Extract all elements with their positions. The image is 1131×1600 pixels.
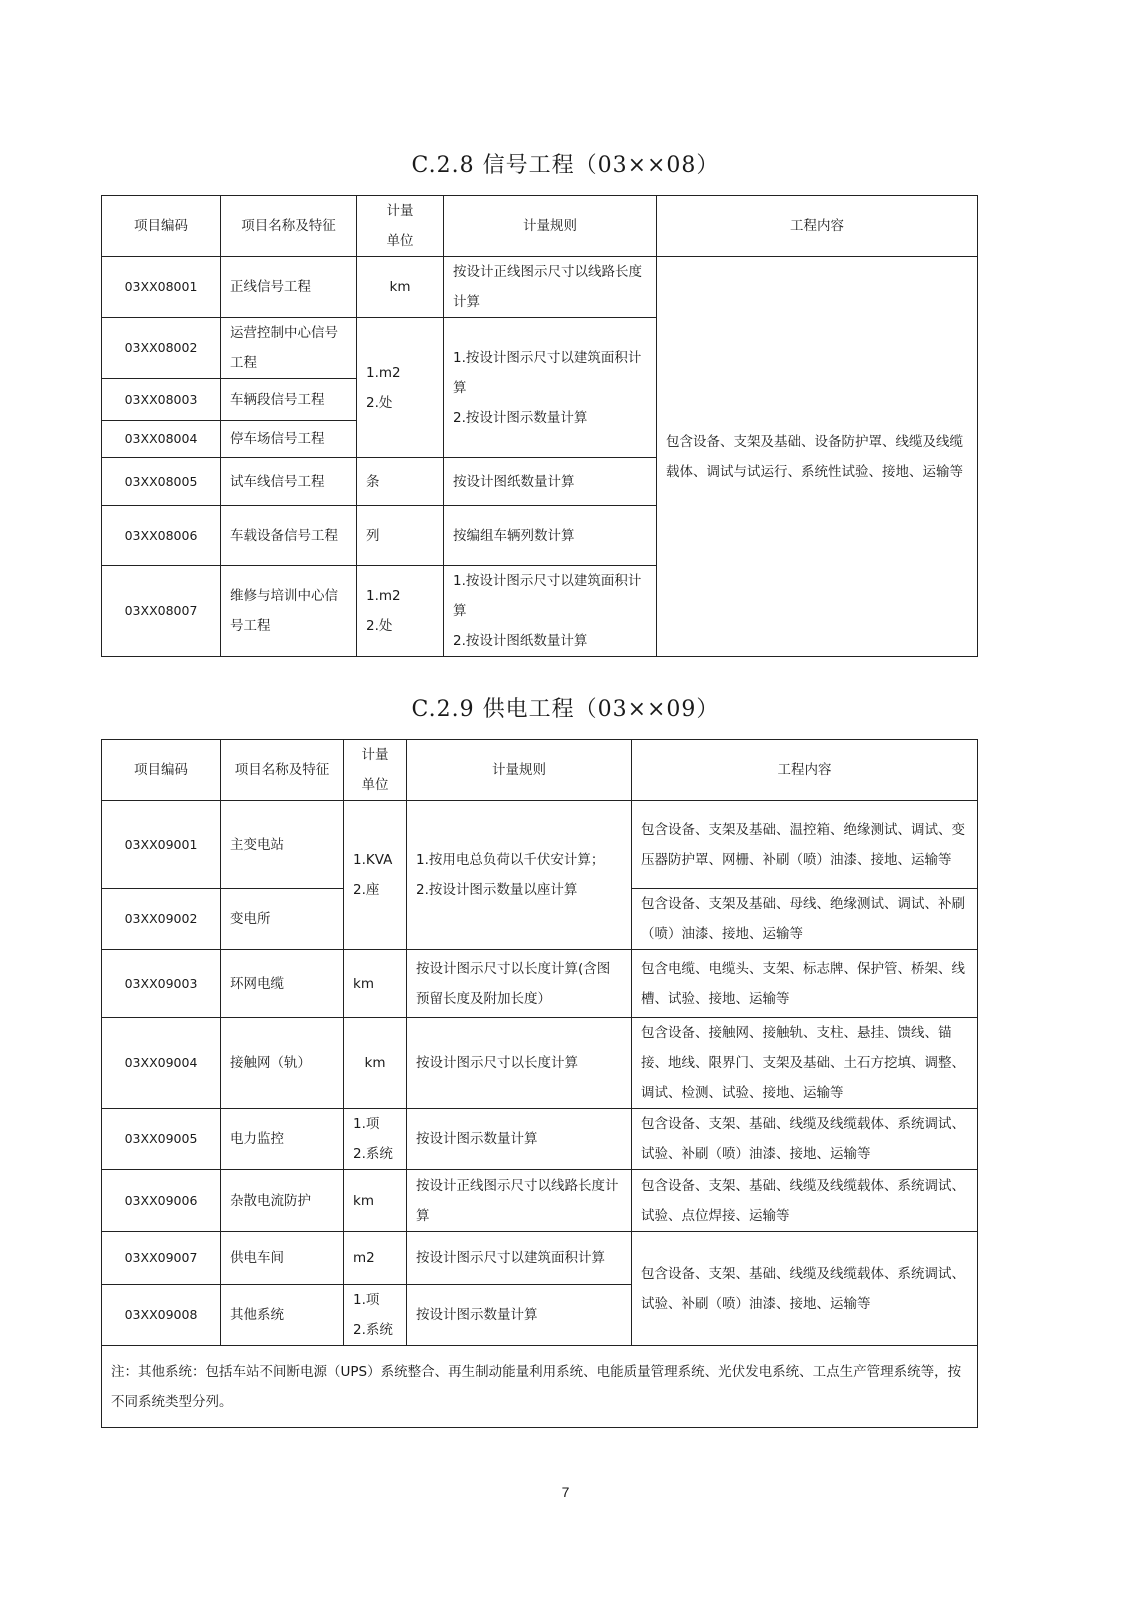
header-code: 项目编码 [102, 196, 221, 257]
item-rule: 按设计图示数量计算 [407, 1285, 632, 1346]
table-row [102, 257, 978, 318]
item-unit: 1.KVA 2.座 [344, 801, 407, 950]
item-unit: 列 [357, 506, 444, 566]
item-code: 03XX09008 [102, 1285, 221, 1346]
item-content: 包含设备、支架、基础、线缆及线缆载体、系统调试、试验、点位焊接、运输等 [632, 1170, 978, 1232]
table-header-row [102, 740, 978, 801]
item-rule: 按设计图示尺寸以建筑面积计算 [407, 1232, 632, 1285]
item-name: 车辆段信号工程 [221, 379, 357, 421]
item-content: 包含设备、支架及基础、母线、绝缘测试、调试、补刷（喷）油漆、接地、运输等 [632, 889, 978, 950]
item-code: 03XX08001 [102, 257, 221, 318]
item-name: 供电车间 [221, 1232, 344, 1285]
table-row [102, 1170, 978, 1232]
item-name: 维修与培训中心信号工程 [221, 566, 357, 657]
item-name: 正线信号工程 [221, 257, 357, 318]
item-name: 试车线信号工程 [221, 458, 357, 506]
item-rule: 按设计正线图示尺寸以线路长度计算 [407, 1170, 632, 1232]
item-unit: 1.m2 2.处 [357, 318, 444, 458]
table-note-row [102, 1346, 978, 1428]
header-name: 项目名称及特征 [221, 196, 357, 257]
item-code: 03XX08007 [102, 566, 221, 657]
power-supply-table [101, 739, 978, 1428]
item-name: 其他系统 [221, 1285, 344, 1346]
section-title-signal: C.2.8 信号工程（03××08） [411, 153, 720, 178]
header-unit: 计量 单位 [357, 196, 444, 257]
item-content: 包含设备、支架及基础、温控箱、绝缘测试、调试、变压器防护罩、网栅、补刷（喷）油漆、接地、运输等 [632, 801, 978, 889]
item-content: 包含设备、接触网、接触轨、支柱、悬挂、馈线、锚接、地线、限界门、支架及基础、土石方挖填、调整、调试、检测、试验、接地、运输等 [632, 1018, 978, 1109]
item-name: 环网电缆 [221, 950, 344, 1018]
table-note: 注：其他系统：包括车站不间断电源（UPS）系统整合、再生制动能量利用系统、电能质量管理系统、光伏发电系统、工点生产管理系统等，按不同系统类型分列。 [102, 1346, 978, 1428]
item-rule: 1.按设计图示尺寸以建筑面积计算 2.按设计图纸数量计算 [444, 566, 657, 657]
item-code: 03XX08005 [102, 458, 221, 506]
table-row [102, 1232, 978, 1285]
table-row [102, 801, 978, 889]
item-content: 包含设备、支架及基础、设备防护罩、线缆及线缆载体、调试与试运行、系统性试验、接地、运输等 [657, 257, 978, 657]
table-row [102, 1018, 978, 1109]
item-rule: 1.按设计图示尺寸以建筑面积计算 2.按设计图示数量计算 [444, 318, 657, 458]
header-code: 项目编码 [102, 740, 221, 801]
item-name: 杂散电流防护 [221, 1170, 344, 1232]
header-name: 项目名称及特征 [221, 740, 344, 801]
item-code: 03XX09002 [102, 889, 221, 950]
item-rule: 按设计图示数量计算 [407, 1109, 632, 1170]
item-code: 03XX08006 [102, 506, 221, 566]
header-unit: 计量 单位 [344, 740, 407, 801]
item-unit: 1.项 2.系统 [344, 1285, 407, 1346]
item-rule: 按设计正线图示尺寸以线路长度计算 [444, 257, 657, 318]
item-name: 接触网（轨） [221, 1018, 344, 1109]
page-number: 7 [561, 1484, 570, 1500]
item-code: 03XX09006 [102, 1170, 221, 1232]
item-rule: 按设计图纸数量计算 [444, 458, 657, 506]
item-code: 03XX09003 [102, 950, 221, 1018]
item-rule: 按编组车辆列数计算 [444, 506, 657, 566]
header-content: 工程内容 [632, 740, 978, 801]
item-unit: 1.项 2.系统 [344, 1109, 407, 1170]
item-code: 03XX09005 [102, 1109, 221, 1170]
item-code: 03XX08002 [102, 318, 221, 379]
item-content: 包含电缆、电缆头、支架、标志牌、保护管、桥架、线槽、试验、接地、运输等 [632, 950, 978, 1018]
item-code: 03XX09004 [102, 1018, 221, 1109]
item-code: 03XX08003 [102, 379, 221, 421]
signal-engineering-table [101, 195, 978, 657]
header-rule: 计量规则 [407, 740, 632, 801]
item-unit: km [344, 950, 407, 1018]
item-unit: 1.m2 2.处 [357, 566, 444, 657]
item-content: 包含设备、支架、基础、线缆及线缆载体、系统调试、试验、补刷（喷）油漆、接地、运输等 [632, 1109, 978, 1170]
item-rule: 按设计图示尺寸以长度计算(含图预留长度及附加长度） [407, 950, 632, 1018]
item-unit: m2 [344, 1232, 407, 1285]
item-unit: km [357, 257, 444, 318]
item-name: 运营控制中心信号工程 [221, 318, 357, 379]
item-code: 03XX09007 [102, 1232, 221, 1285]
item-name: 停车场信号工程 [221, 421, 357, 458]
section-title-power: C.2.9 供电工程（03××09） [411, 697, 720, 722]
item-name: 电力监控 [221, 1109, 344, 1170]
item-code: 03XX08004 [102, 421, 221, 458]
item-content: 包含设备、支架、基础、线缆及线缆载体、系统调试、试验、补刷（喷）油漆、接地、运输等 [632, 1232, 978, 1346]
item-unit: km [344, 1018, 407, 1109]
table-row [102, 950, 978, 1018]
item-rule: 按设计图示尺寸以长度计算 [407, 1018, 632, 1109]
item-name: 主变电站 [221, 801, 344, 889]
header-content: 工程内容 [657, 196, 978, 257]
item-name: 变电所 [221, 889, 344, 950]
table-row [102, 1109, 978, 1170]
header-rule: 计量规则 [444, 196, 657, 257]
item-code: 03XX09001 [102, 801, 221, 889]
item-rule: 1.按用电总负荷以千伏安计算； 2.按设计图示数量以座计算 [407, 801, 632, 950]
item-unit: km [344, 1170, 407, 1232]
table-header-row [102, 196, 978, 257]
item-name: 车载设备信号工程 [221, 506, 357, 566]
item-unit: 条 [357, 458, 444, 506]
